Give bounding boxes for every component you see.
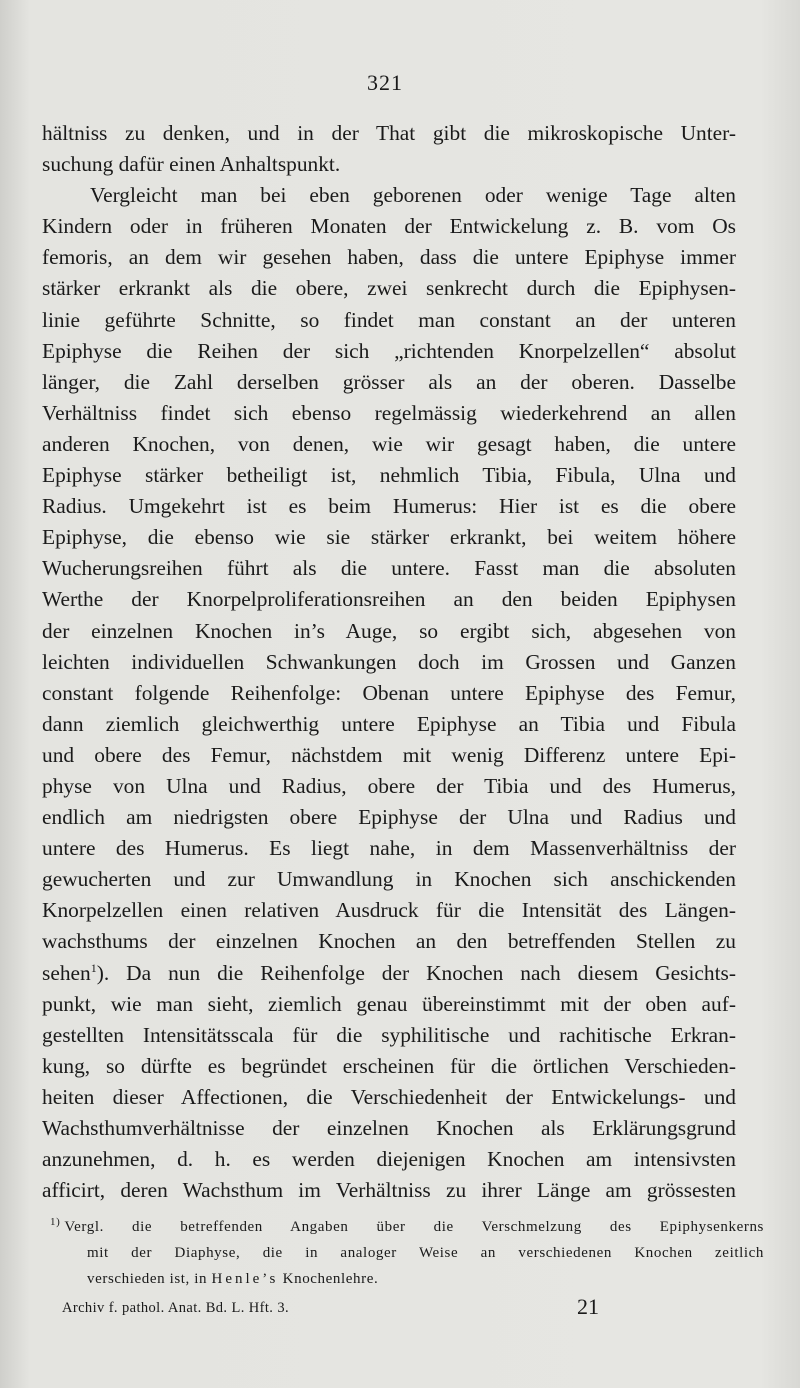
text-line: leichten individuellen Schwankungen doch im Grossen und Ganzen bbox=[42, 649, 736, 674]
text-line: kung, so dürfte es begründet erscheinen für die örtlichen Verschieden- bbox=[42, 1053, 736, 1078]
text-line: wachsthums der einzelnen Knochen an den betreffenden Stellen zu bbox=[42, 929, 736, 954]
body-text bbox=[42, 118, 736, 1206]
text-line: Kindern oder in früheren Monaten der Entwickelung z. B. vom Os bbox=[42, 214, 736, 239]
footnote-line: mit der Diaphyse, die in analoger Weise an verschiedenen Knochen zeitlich bbox=[87, 1245, 764, 1261]
text-line: endlich am niedrigsten obere Epiphyse der Ulna und Radius und bbox=[42, 805, 736, 830]
text-line: linie geführte Schnitte, so findet man constant an der unteren bbox=[42, 307, 736, 332]
text-line: anderen Knochen, von denen, wie wir gesagt haben, die untere bbox=[42, 431, 736, 456]
footnote-marker: 1) bbox=[50, 1216, 61, 1228]
text-line: Wachsthumverhältnisse der einzelnen Knochen als Erklärungsgrund bbox=[42, 1116, 736, 1140]
text-line: constant folgende Reihenfolge: Obenan untere Epiphyse des Femur, bbox=[42, 680, 736, 705]
text-line: suchung dafür einen Anhaltspunkt. bbox=[42, 152, 341, 177]
text-line: Epiphyse, die ebenso wie sie stärker erkrankt, bei weitem höhere bbox=[42, 525, 736, 550]
page-footer bbox=[62, 1294, 622, 1319]
text-line: Epiphyse die Reihen der sich „richtenden Knorpelzellen“ absolut bbox=[42, 338, 736, 363]
text-line: Vergleicht man bei eben geborenen oder wenige Tage alten bbox=[90, 183, 736, 208]
text-line-with-footnote-ref: sehen$^1$). Da nun die Reihenfolge der Knochen nach diesem Gesichts- bbox=[42, 960, 736, 985]
text-line: Verhältniss findet sich ebenso regelmässig wiederkehrend an allen bbox=[42, 400, 736, 425]
text-line: und obere des Femur, nächstdem mit wenig Differenz untere Epi- bbox=[42, 742, 736, 767]
signature-mark: 21 bbox=[577, 1294, 599, 1319]
text-line: dann ziemlich gleichwerthig untere Epiphyse an Tibia und Fibula bbox=[42, 711, 736, 736]
footnote bbox=[50, 1214, 764, 1292]
text-line: Radius. Umgekehrt ist es beim Humerus: Hier ist es die obere bbox=[42, 494, 736, 519]
text-line: Epiphyse stärker betheiligt ist, nehmlich Tibia, Fibula, Ulna und bbox=[42, 463, 736, 488]
text-line: Wucherungsreihen führt als die untere. Fasst man die absoluten bbox=[42, 556, 736, 581]
text-line: untere des Humerus. Es liegt nahe, in dem Massenverhältniss der bbox=[42, 836, 736, 861]
text-line: gestellten Intensitätsscala für die syphilitische und rachitische Erkran- bbox=[42, 1022, 736, 1047]
journal-reference: Archiv f. pathol. Anat. Bd. L. Hft. 3. bbox=[62, 1300, 290, 1316]
text-line: femoris, an dem wir gesehen haben, dass die untere Epiphyse immer bbox=[42, 245, 736, 270]
text-line: afficirt, deren Wachsthum im Verhältniss zu ihrer Länge am grössesten bbox=[42, 1178, 736, 1203]
text-line: stärker erkrankt als die obere, zwei senkrecht durch die Epiphysen- bbox=[42, 276, 736, 301]
text-line: heiten dieser Affectionen, die Verschiedenheit der Entwickelungs- und bbox=[42, 1084, 736, 1109]
footnote-line: verschieden ist, in Henle’s Knochenlehre. bbox=[87, 1271, 379, 1287]
text-line: gewucherten und zur Umwandlung in Knochen sich anschickenden bbox=[42, 867, 736, 892]
text-line: Werthe der Knorpelproliferationsreihen an den beiden Epiphysen bbox=[42, 587, 736, 612]
text-line: hältniss zu denken, und in der That gibt die mikroskopische Unter- bbox=[42, 121, 736, 145]
text-line: punkt, wie man sieht, ziemlich genau übereinstimmt mit der oben auf- bbox=[42, 991, 736, 1016]
footnote-reference: 1 bbox=[90, 960, 97, 975]
text-line: länger, die Zahl derselben grösser als an der oberen. Dasselbe bbox=[42, 369, 736, 394]
author-name: Henle’s bbox=[211, 1271, 279, 1287]
text-line: Knorpelzellen einen relativen Ausdruck für die Intensität des Längen- bbox=[42, 898, 736, 923]
footnote-line: $^{1)}$ Vergl. die betreffenden Angaben über die Verschmelzung des Epiphysenkerns bbox=[50, 1216, 764, 1235]
page-number: 321 bbox=[367, 70, 403, 95]
text-line: der einzelnen Knochen in’s Auge, so ergibt sich, abgesehen von bbox=[42, 618, 736, 643]
text-line: anzunehmen, d. h. es werden diejenigen Knochen am intensivsten bbox=[42, 1147, 736, 1172]
text-line: physe von Ulna und Radius, obere der Tibia und des Humerus, bbox=[42, 773, 736, 798]
